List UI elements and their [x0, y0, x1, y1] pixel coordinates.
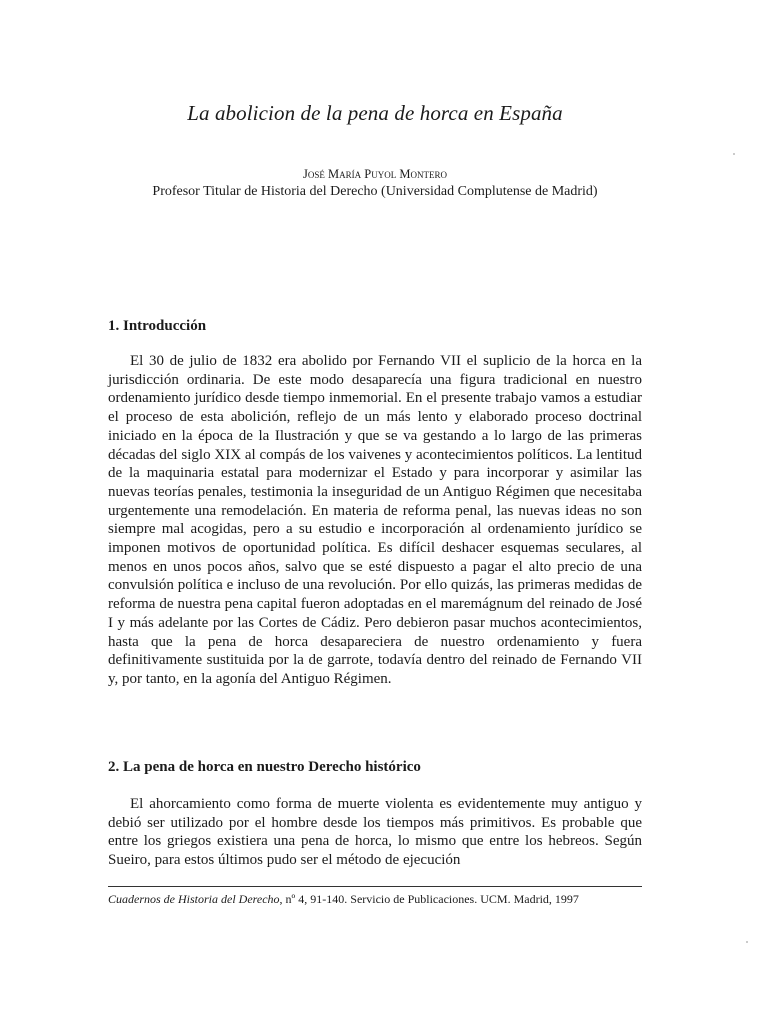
section-heading-introduccion: 1. Introducción — [108, 318, 207, 334]
author-name: José María Puyol Montero — [303, 167, 447, 181]
body-paragraph: El ahorcamiento como forma de muerte violenta es evidentemente muy antiguo y debió ser utilizado por el hombre desde los tiempos más primitivos. Es probable que entre los griegos existiera una pena de horca, lo mismo que entre los hebreos. Según Sueiro, para estos últimos pudo ser el método de ejecución — [108, 796, 642, 869]
footer-rule — [108, 886, 642, 887]
scan-speck — [746, 941, 748, 943]
publication-details: , nº 4, 91-140. Servicio de Publicaciones. UCM. Madrid, 1997 — [279, 892, 579, 906]
article-title: La abolicion de la pena de horca en España — [187, 101, 563, 125]
body-paragraph: El 30 de julio de 1832 era abolido por Fernando VII el suplicio de la horca en la jurisdicción ordinaria. De este modo desaparecía una figura tradicional en nuestro ordenamiento jurídico desde tiempo inmemorial. En el presente trabajo vamos a estudiar el proceso de esta abolición, reflejo de un más lento y elaborado proceso doctrinal iniciado en la época de la Ilustración y que se va gestando a lo largo de las primeras décadas del siglo XIX al compás de los vaivenes y acontecimientos políticos. La lentitud de la maquinaria estatal para modernizar el Estado y para incorporar y asimilar las nuevas teorías penales, testimonia la inseguridad de un Antiguo Régimen que necesitaba urgentemente una remodelación. En materia de reforma penal, las nuevas ideas no son siempre mal acogidas, pero a su estudio e incorporación al ordenamiento jurídico se imponen motivos de oportunidad política. Es difícil deshacer esquemas seculares, al menos en unos pocos años, salvo que se esté dispuesto a pagar el alto precio de una convulsión política e incluso de una revolución. Por ello quizás, las primeras medidas de reforma de nuestra pena capital fueron adoptadas en el maremágnum del reinado de José I y más adelante por las Cortes de Cádiz. Pero debieron pasar muchos acontecimientos, hasta que la pena de horca desapareciera de nuestro ordenamiento y fuera definitivamente sustituida por la de garrote, todavía dentro del reinado de Fernando VII y, por tanto, en la agonía del Antiguo Régimen. — [108, 353, 642, 687]
author-affiliation: Profesor Titular de Historia del Derecho (Universidad Complutense de Madrid) — [152, 184, 598, 199]
journal-footer — [108, 892, 642, 907]
section-heading-derecho-historico: 2. La pena de horca en nuestro Derecho histórico — [108, 759, 421, 775]
journal-name: Cuadernos de Historia del Derecho — [108, 892, 280, 906]
document-page — [108, 0, 642, 1024]
scan-speck — [733, 153, 735, 155]
